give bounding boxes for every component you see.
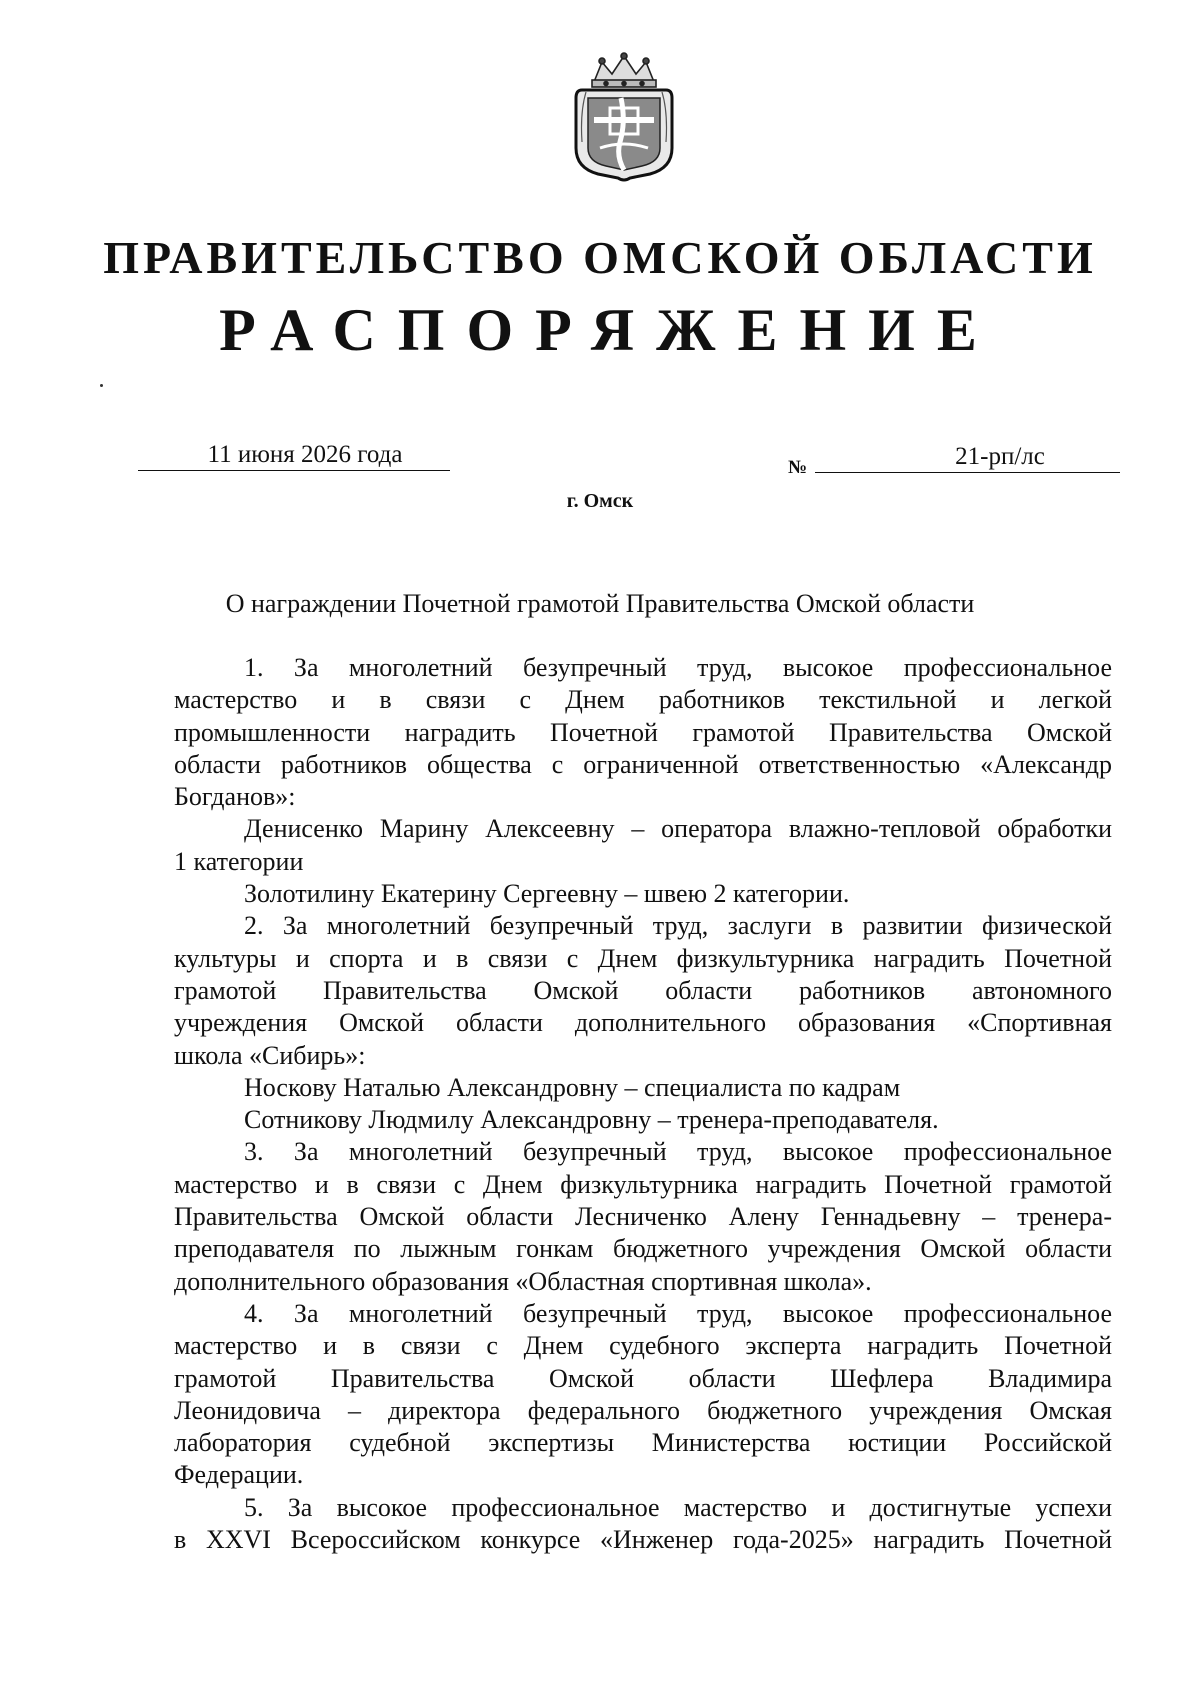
body-line: дополнительного образования «Областная спортивная школа». — [174, 1266, 872, 1296]
document-number: 21-рп/лс — [955, 443, 1045, 470]
body-line: Носкову Наталью Александровну – специалиста по кадрам — [244, 1072, 901, 1102]
body-line: Правительства Омской области Лесниченко Алену Геннадьевну – тренера- — [174, 1202, 1112, 1232]
scan-speck — [100, 384, 103, 387]
body-line: 2. За многолетний безупречный труд, заслуги в развитии физической — [244, 911, 1112, 941]
body-line: мастерство и в связи с Днем судебного эксперта наградить Почетной — [174, 1331, 1112, 1361]
organization-title: ПРАВИТЕЛЬСТВО ОМСКОЙ ОБЛАСТИ — [103, 232, 1097, 283]
body-line: лаборатория судебной экспертизы Министерства юстиции Российской — [174, 1428, 1112, 1458]
body-line: 3. За многолетний безупречный труд, высокое профессиональное — [244, 1137, 1112, 1167]
number-underline — [815, 472, 1120, 473]
body-line: 1 категории — [174, 846, 304, 876]
body-line: Денисенко Марину Алексеевну – оператора влажно-тепловой обработки — [244, 814, 1112, 844]
body-line: учреждения Омской области дополнительного образования «Спортивная — [174, 1008, 1112, 1038]
body-line: 1. За многолетний безупречный труд, высокое профессиональное — [244, 653, 1112, 682]
date-underline — [138, 470, 450, 471]
body-line: грамотой Правительства Омской области работников автономного — [174, 975, 1112, 1005]
body-line: мастерство и в связи с Днем физкультурника наградить Почетной грамотой — [174, 1169, 1112, 1199]
body-line: Богданов»: — [174, 782, 296, 812]
body-line: грамотой Правительства Омской области Шефлера Владимира — [174, 1363, 1112, 1393]
coat-of-arms-icon — [572, 52, 676, 184]
body-line: промышленности наградить Почетной грамотой Правительства Омской — [174, 717, 1112, 747]
document-subject: О награждении Почетной грамотой Правительства Омской области — [225, 589, 975, 618]
body-line: мастерство и в связи с Днем работников текстильной и легкой — [174, 685, 1112, 715]
body-line: культуры и спорта и в связи с Днем физкультурника наградить Почетной — [174, 943, 1112, 973]
body-line: преподавателя по лыжным гонкам бюджетного учреждения Омской области — [174, 1234, 1112, 1264]
number-label: № — [788, 457, 808, 478]
body-line: Золотилину Екатерину Сергеевну – швею 2 категории. — [244, 879, 850, 909]
city-label: г. Омск — [566, 490, 634, 512]
body-line: Леонидовича – директора федерального бюджетного учреждения Омская — [174, 1395, 1112, 1425]
body-line: в XXVI Всероссийском конкурсе «Инженер года-2025» наградить Почетной — [174, 1525, 1112, 1555]
document-date: 11 июня 2026 года — [207, 441, 403, 468]
document-type-title: РАСПОРЯЖЕНИЕ — [219, 297, 999, 363]
body-line: 4. За многолетний безупречный труд, высокое профессиональное — [244, 1298, 1112, 1328]
body-line: школа «Сибирь»: — [174, 1040, 366, 1070]
body-line: области работников общества с ограниченной ответственностью «Александр — [174, 749, 1112, 779]
body-line: 5. За высокое профессиональное мастерство и достигнутые успехи — [244, 1492, 1112, 1522]
body-line: Федерации. — [174, 1460, 304, 1490]
document-body — [174, 652, 1112, 1556]
body-line: Сотникову Людмилу Александровну – тренера-преподавателя. — [244, 1105, 939, 1135]
